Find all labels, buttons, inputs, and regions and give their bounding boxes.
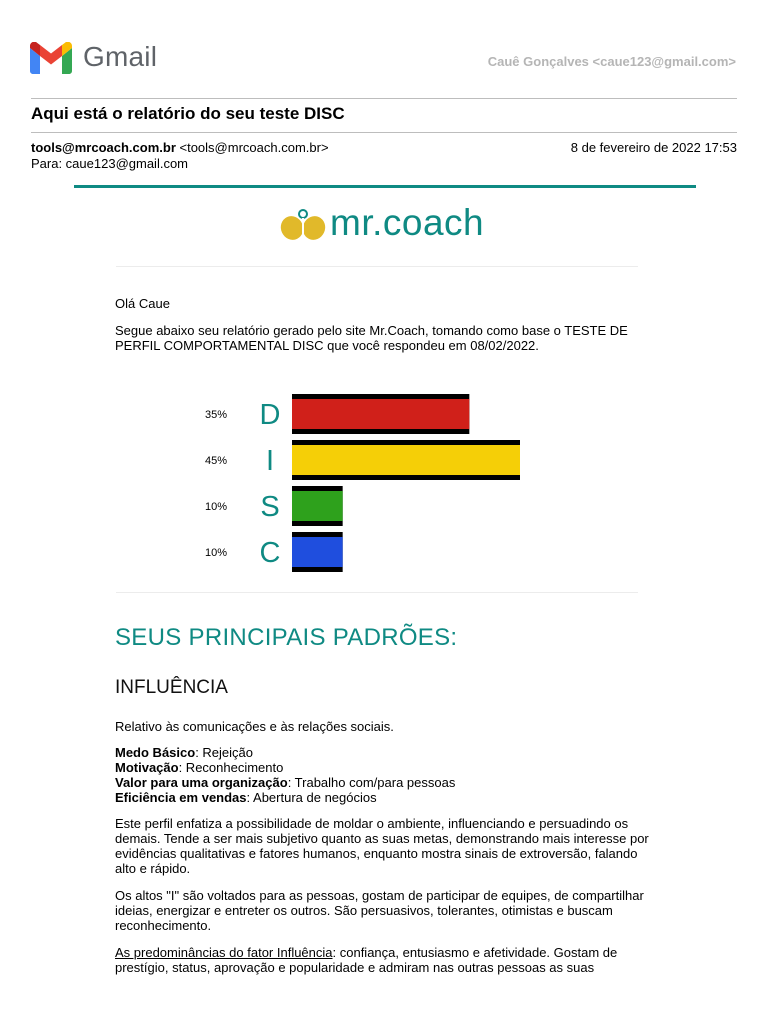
account-label: Cauê Gonçalves <caue123@gmail.com> (487, 54, 736, 69)
fact-row: Eficiência em vendas: Abertura de negócios (115, 790, 377, 805)
bar-value-label: 45% (204, 455, 228, 467)
category-label: C (259, 537, 281, 569)
bar-d (292, 399, 469, 429)
section-divider (116, 592, 638, 593)
email-subject: Aqui está o relatório do seu teste DISC (31, 104, 345, 123)
bar-value-label: 10% (204, 501, 228, 513)
intro-paragraph: Segue abaixo seu relatório gerado pelo site Mr.Coach, tomando como base o TESTE DE PERFIL COMPORTAMENTAL DISC que você respondeu em 08/02/2022. (115, 323, 628, 353)
mrcoach-logo-text: mr.coach (330, 202, 485, 243)
gmail-logo-icon (30, 42, 72, 74)
fact-row: Medo Básico: Rejeição (115, 745, 253, 760)
email-date: 8 de fevereiro de 2022 17:53 (570, 140, 737, 155)
email-meta (31, 140, 329, 172)
disc-bar-chart (0, 388, 768, 588)
category-label: D (259, 399, 281, 431)
inline-link[interactable]: As predominâncias do fator Influência (115, 945, 333, 960)
mrcoach-logo (280, 200, 500, 246)
gmail-brand-text: Gmail (83, 41, 158, 72)
category-label: I (265, 445, 275, 477)
pattern-facts (115, 745, 455, 805)
divider (31, 98, 737, 99)
paragraph: Este perfil enfatiza a possibilidade de moldar o ambiente, influenciando e persuadindo os demais. Tende a ser mais subjetivo quanto as suas metas, demonstrando mais interesse por evidências qualitativas e fatores humanos, enquanto mostra sinais de extroversão, falando alto e rápido. (115, 816, 649, 876)
bar-s (292, 491, 343, 521)
sender-name: tools@mrcoach.com.br (31, 140, 176, 155)
recipient: Para: caue123@gmail.com (31, 156, 188, 171)
fact-row: Valor para uma organização: Trabalho com/para pessoas (115, 775, 456, 790)
paragraph: As predominâncias do fator Influência: confiança, entusiasmo e afetividade. Gostam de prestígio, status, aprovação e popularidade e admiram nas outras pessoas as suas (115, 945, 618, 975)
teal-divider (74, 185, 696, 188)
sender-address: <tools@mrcoach.com.br> (179, 140, 329, 155)
category-label: S (260, 491, 280, 523)
section-title: SEUS PRINCIPAIS PADRÕES: (115, 624, 458, 651)
bar-c (292, 537, 343, 567)
pattern-title: INFLUÊNCIA (115, 677, 228, 698)
bar-value-label: 35% (204, 409, 228, 421)
pattern-description: Relativo às comunicações e às relações sociais. (115, 719, 394, 734)
fact-row: Motivação: Reconhecimento (115, 760, 284, 775)
paragraph: Os altos "I" são voltados para as pessoas, gostam de participar de equipes, de compartilhar ideias, energizar e entreter os outros. São persuasivos, tolerantes, otimistas e buscam reconhecimento. (115, 888, 644, 933)
bar-i (292, 445, 520, 475)
section-divider (116, 266, 638, 267)
greeting: Olá Caue (115, 296, 170, 311)
divider (31, 132, 737, 133)
mrcoach-logo-icon (280, 206, 326, 242)
bar-value-label: 10% (204, 547, 228, 559)
